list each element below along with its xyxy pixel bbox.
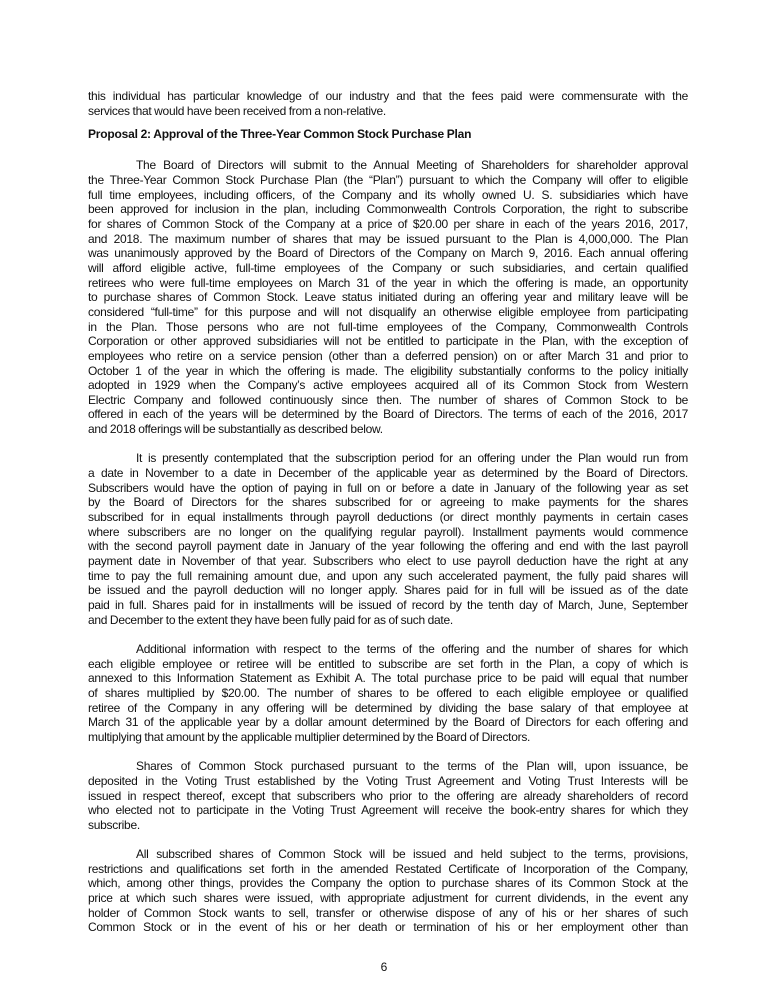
text-line: and December to the extent they have been fully paid for as of such date. bbox=[88, 612, 453, 627]
text-line: restrictions and qualifications set forth in the amended Restated Certificate of Incorporation of the Company, bbox=[88, 861, 688, 876]
text-line: The Board of Directors will submit to the Annual Meeting of Shareholders for shareholder approval bbox=[136, 158, 688, 173]
page-number: 6 bbox=[380, 960, 388, 974]
text-line: considered “full-time” for this purpose and will not disqualify an otherwise eligible employee from participating bbox=[88, 304, 688, 319]
intro-paragraph bbox=[88, 89, 688, 118]
text-line: price at which such shares were issued, with appropriate adjustment for current dividends, in the event any bbox=[88, 891, 688, 906]
text-line: issued in respect thereof, except that subscribers who prior to the offering are already shareholders of record bbox=[88, 788, 688, 803]
text-line: multiplying that amount by the applicable multiplier determined by the Board of Directors. bbox=[88, 729, 531, 744]
text-line: offered in each of the years will be determined by the Board of Directors. The terms of each of the 2016, 2017 bbox=[88, 407, 688, 422]
text-line: with the second payroll payment date in January of the year following the offering and end with the last payroll bbox=[88, 539, 688, 554]
text-line: and 2018. The maximum number of shares that may be issued pursuant to the Plan is 4,000,000. The Plan bbox=[88, 231, 688, 246]
text-line: full time employees, including officers, of the Company and its wholly owned U. S. subsidiaries which have bbox=[88, 187, 688, 202]
paragraph bbox=[88, 158, 688, 436]
text-line: will afford eligible active, full-time employees of the Company or such subsidiaries, and certain qualified bbox=[88, 260, 688, 275]
paragraph bbox=[88, 847, 688, 935]
text-line: of shares multiplied by $20.00. The number of shares to be offered to each eligible employee or qualified bbox=[88, 685, 688, 700]
text-line: services that would have been received from a non-relative. bbox=[88, 103, 386, 118]
text-line: been approved for inclusion in the plan, including Commonwealth Controls Corporation, the right to subscribe bbox=[88, 202, 688, 217]
text-line: Additional information with respect to the terms of the offering and the number of shares for which bbox=[136, 641, 688, 656]
text-line: this individual has particular knowledge of our industry and that the fees paid were commensurate with the bbox=[88, 89, 688, 103]
text-line: which, among other things, provides the Company the option to purchase shares of its Common Stock at the bbox=[88, 876, 688, 891]
paragraph bbox=[88, 759, 688, 832]
text-line: each eligible employee or retiree will be entitled to subscribe are set forth in the Plan, a copy of which is bbox=[88, 656, 688, 671]
text-line: paid in full. Shares paid for in installments will be issued of record by the tenth day of March, June, September bbox=[88, 598, 688, 612]
text-line: subscribe. bbox=[88, 817, 140, 832]
text-line: where subscribers are no longer on the qualifying regular payroll). Installment payments would commence bbox=[88, 524, 688, 539]
text-line: annexed to this Information Statement as Exhibit A. The total purchase price to be paid will equal that number bbox=[88, 671, 688, 686]
text-line: Electric Company and followed continuously since then. The number of shares of Common Stock to be bbox=[88, 392, 688, 407]
text-line: retirees who were full-time employees on March 31 of the year in which the offering is made, an opportunity bbox=[88, 275, 688, 290]
text-line: adopted in 1929 when the Company’s active employees acquired all of its Common Stock from Western bbox=[88, 378, 688, 393]
text-line: Shares of Common Stock purchased pursuant to the terms of the Plan will, upon issuance, be bbox=[136, 759, 688, 774]
text-line: in the Plan. Those persons who are not full-time employees of the Company, Commonwealth Controls bbox=[88, 319, 688, 334]
text-line: holder of Common Stock wants to sell, transfer or otherwise dispose of any of his or her shares of such bbox=[88, 905, 688, 920]
text-line: Common Stock or in the event of his or her death or termination of his or her employment other than bbox=[88, 920, 688, 935]
text-line: who elected not to participate in the Voting Trust Agreement will receive the book-entry shares for which they bbox=[88, 803, 688, 818]
text-line: It is presently contemplated that the subscription period for an offering under the Plan would run from bbox=[136, 451, 688, 466]
text-line: the Three-Year Common Stock Purchase Plan (the “Plan”) pursuant to which the Company will offer to eligible bbox=[88, 172, 688, 187]
document-page bbox=[88, 89, 688, 950]
text-line: employees who retire on a service pension (other than a deferred pension) on or after March 31 and prior to bbox=[88, 348, 688, 363]
text-line: Subscribers would have the option of paying in full on or before a date in January of the following year as set bbox=[88, 480, 688, 495]
text-line: for shares of Common Stock of the Company at a price of $20.00 per share in each of the years 2016, 2017, bbox=[88, 216, 688, 231]
section-heading: Proposal 2: Approval of the Three-Year Common Stock Purchase Plan bbox=[88, 127, 472, 142]
text-line: October 1 of the year in which the offering is made. The eligibility substantially conforms to the policy initially bbox=[88, 363, 688, 378]
text-line: a date in November to a date in December of the applicable year as determined by the Board of Directors. bbox=[88, 466, 688, 481]
body-paragraphs bbox=[88, 158, 688, 935]
text-line: to purchase shares of Common Stock. Leave status initiated during an offering year and military leave will be bbox=[88, 290, 688, 305]
text-line: time to pay the full remaining amount due, and upon any such accelerated payment, the fully paid shares will bbox=[88, 568, 688, 583]
paragraph bbox=[88, 642, 688, 745]
text-line: by the Board of Directors for the shares subscribed for or agreeing to make payments for the shares bbox=[88, 495, 688, 510]
paragraph bbox=[88, 451, 688, 627]
text-line: payment date in November of that year. Subscribers who elect to use payroll deduction have the right at any bbox=[88, 554, 688, 569]
text-line: deposited in the Voting Trust established by the Voting Trust Agreement and Voting Trust Interests will be bbox=[88, 773, 688, 788]
text-line: be issued and the payroll deduction will no longer apply. Shares paid for in full will be issued as of the date bbox=[88, 583, 688, 598]
text-line: retiree of the Company in any offering will be determined by dividing the base salary of that employee at bbox=[88, 700, 688, 715]
text-line: subscribed for in equal installments through payroll deductions (or direct monthly payments in certain cases bbox=[88, 510, 688, 525]
text-line: and 2018 offerings will be substantially as described below. bbox=[88, 422, 383, 437]
text-line: March 31 of the applicable year by a dollar amount determined by the Board of Directors for each offering and bbox=[88, 715, 688, 730]
text-line: Corporation or other approved subsidiaries will not be entitled to participate in the Plan, with the exception of bbox=[88, 334, 688, 349]
text-line: was unanimously approved by the Board of Directors of the Company on March 9, 2016. Each annual offering bbox=[88, 246, 688, 261]
text-line: All subscribed shares of Common Stock will be issued and held subject to the terms, provisions, bbox=[136, 847, 688, 862]
